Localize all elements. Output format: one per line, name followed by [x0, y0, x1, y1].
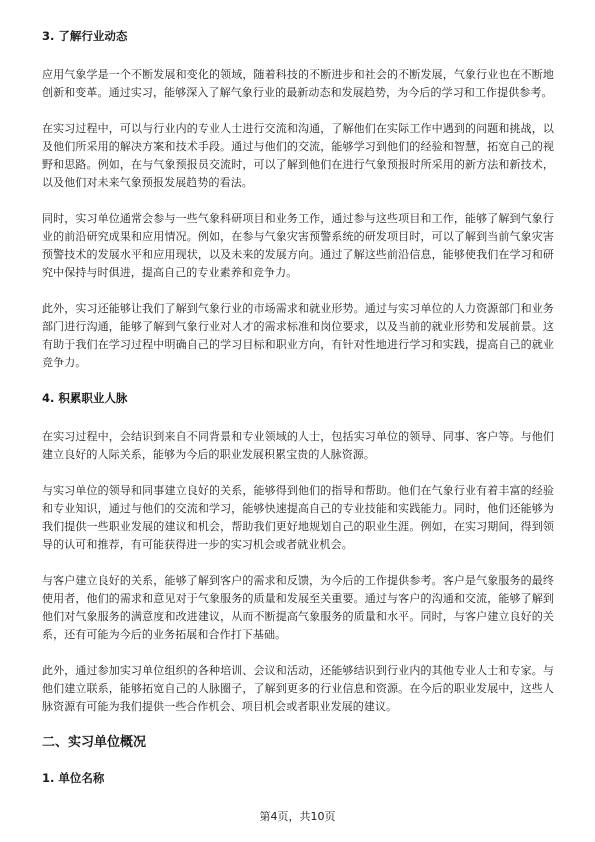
heading-build-network: 4. 积累职业人脉 [42, 391, 128, 405]
paragraph-industry-development: 应用气象学是一个不断发展和变化的领域，随着科技的不断进步和社会的不断发展，气象行业也在不断地创新和变革。通过实习，能够深入了解气象行业的最新动态和发展趋势，为今后的学习和工作提供参考。 [42, 68, 554, 99]
page-number: 第4页，共10页 [259, 810, 336, 823]
heading-internship-overview: 二、实习单位概况 [42, 735, 147, 750]
document-content [42, 28, 554, 808]
paragraph-market-demand: 此外，实习还能够让我们了解到气象行业的市场需求和就业形势。通过与实习单位的人力资源部门和业务部门进行沟通，能够了解到气象行业对人才的需求标准和岗位要求，以及当前的就业形势和发展前景。这有助于我们在学习过程中明确自己的学习目标和职业方向，有针对性地进行学习和实践，提高自己的就业竞争力。 [42, 302, 554, 369]
paragraph-customers: 与客户建立良好的关系，能够了解到客户的需求和反馈，为今后的工作提供参考。客户是气象服务的最终使用者，他们的需求和意见对于气象服务的质量和发展至关重要。通过与客户的沟通和交流，能够了解到他们对气象服务的满意度和改进建议，从而不断提高气象服务的质量和水平。同时，与客户建立良好的关系，还有可能为今后的业务拓展和合作打下基础。 [42, 574, 554, 641]
paragraph-research-projects: 同时，实习单位通常会参与一些气象科研项目和业务工作，通过参与这些项目和工作，能够了解到气象行业的前沿研究成果和应用情况。例如，在参与气象灾害预警系统的研发项目时，可以了解到当前气象灾害预警技术的发展水平和应用现状，以及未来的发展方向。通过了解这些前沿信息，能够使我们在学习和研究中保持与时俱进，提高自己的专业素养和竞争力。 [42, 212, 554, 279]
paragraph-exchange-professionals: 在实习过程中，可以与行业内的专业人士进行交流和沟通，了解他们在实际工作中遇到的问题和挑战，以及他们所采用的解决方案和技术手段。通过与他们的交流，能够学习到他们的经验和智慧，拓宽自己的视野和思路。例如，在与气象预报员交流时，可以了解到他们在进行气象预报时所采用的新方法和新技术，以及他们对未来气象预报发展趋势的看法。 [42, 122, 554, 189]
heading-understand-industry: 3. 了解行业动态 [42, 29, 128, 43]
paragraph-meet-people: 在实习过程中，会结识到来自不同背景和专业领域的人士，包括实习单位的领导、同事、客户等。与他们建立良好的人际关系，能够为今后的职业发展积累宝贵的人脉资源。 [42, 430, 554, 461]
paragraph-leaders-colleagues: 与实习单位的领导和同事建立良好的关系，能够得到他们的指导和帮助。他们在气象行业有着丰富的经验和专业知识，通过与他们的交流和学习，能够快速提高自己的专业技能和实践能力。同时，他们还能够为我们提供一些职业发展的建议和机会，帮助我们更好地规划自己的职业生涯。例如，在实习期间，得到领导的认可和推荐，有可能获得进一步的实习机会或者就业机会。 [42, 484, 554, 551]
page-footer [0, 810, 595, 824]
heading-unit-name: 1. 单位名称 [42, 771, 105, 785]
paragraph-training-events: 此外，通过参加实习单位组织的各种培训、会议和活动，还能够结识到行业内的其他专业人士和专家。与他们建立联系，能够拓宽自己的人脉圈子，了解到更多的行业信息和资源。在今后的职业发展中，这些人脉资源有可能为我们提供一些合作机会、项目机会或者职业发展的建议。 [42, 664, 554, 713]
